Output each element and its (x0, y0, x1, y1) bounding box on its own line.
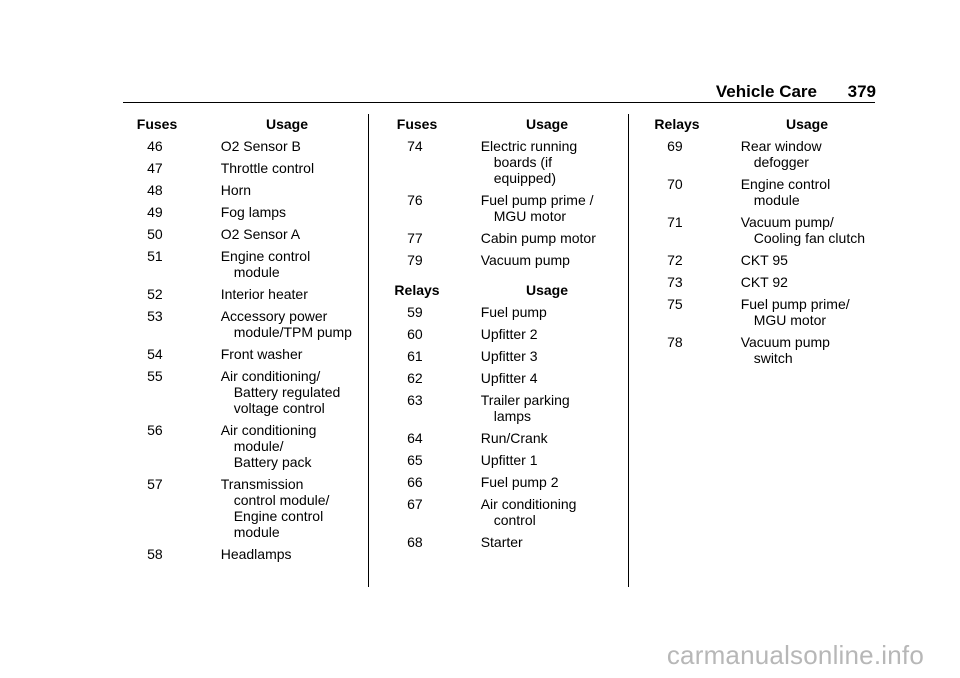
row-usage: Cabin pump motor (480, 230, 596, 246)
row-number: 73 (667, 274, 683, 290)
row-usage: Upfitter 2 (480, 326, 538, 342)
row-usage: Fuel pump prime / MGU motor (480, 192, 594, 224)
row-usage: Upfitter 3 (480, 348, 538, 364)
column-heading-number: Fuses (396, 116, 438, 132)
table-row (123, 182, 363, 198)
table-row (383, 392, 623, 424)
row-number: 69 (667, 138, 683, 154)
row-number: 52 (147, 286, 163, 302)
row-number: 67 (407, 496, 423, 512)
row-usage: CKT 92 (740, 274, 788, 290)
row-usage: Accessory power module/TPM pump (220, 308, 352, 340)
row-number: 62 (407, 370, 423, 386)
row-number: 66 (407, 474, 423, 490)
row-number: 59 (407, 304, 423, 320)
table-row (383, 534, 623, 550)
row-number: 49 (147, 204, 163, 220)
row-usage: CKT 95 (740, 252, 788, 268)
page-header (0, 80, 960, 102)
table-header (383, 282, 623, 298)
column-heading-usage: Usage (525, 116, 569, 132)
column-heading-usage: Usage (525, 282, 569, 298)
table-column-1 (123, 116, 363, 568)
row-number: 75 (667, 296, 683, 312)
table-row (383, 474, 623, 490)
row-number: 77 (407, 230, 423, 246)
row-usage: Fuel pump 2 (480, 474, 559, 490)
row-usage: Fuel pump prime/ MGU motor (740, 296, 850, 328)
row-number: 78 (667, 334, 683, 350)
row-usage: Air conditioning control (480, 496, 577, 528)
row-usage: Interior heater (220, 286, 308, 302)
row-number: 65 (407, 452, 423, 468)
row-number: 46 (147, 138, 163, 154)
row-usage: Fog lamps (220, 204, 287, 220)
row-number: 71 (667, 214, 683, 230)
table-row (383, 192, 623, 224)
table-header (383, 116, 623, 132)
table-row (123, 286, 363, 302)
table-row (123, 368, 363, 416)
row-usage: Vacuum pump switch (740, 334, 830, 366)
row-number: 76 (407, 192, 423, 208)
table-row (643, 138, 883, 170)
row-number: 70 (667, 176, 683, 192)
table-row (123, 204, 363, 220)
table-row (123, 248, 363, 280)
table-row (383, 348, 623, 364)
row-usage: Headlamps (220, 546, 292, 562)
row-number: 79 (407, 252, 423, 268)
table-row (123, 346, 363, 362)
table-row (643, 296, 883, 328)
table-row (643, 274, 883, 290)
row-usage: Upfitter 4 (480, 370, 538, 386)
row-number: 60 (407, 326, 423, 342)
table-row (643, 252, 883, 268)
column-divider (368, 114, 369, 587)
table-header (123, 116, 363, 132)
table-row (383, 496, 623, 528)
row-usage: O2 Sensor A (220, 226, 301, 242)
table-row (123, 226, 363, 242)
row-usage: Air conditioning module/ Battery pack (220, 422, 317, 470)
row-usage: Run/Crank (480, 430, 548, 446)
table-header (643, 116, 883, 132)
table-row (383, 252, 623, 268)
table-row (123, 476, 363, 540)
column-heading-number: Relays (654, 116, 700, 132)
watermark: carmanualsonline.info (666, 640, 924, 670)
row-number: 53 (147, 308, 163, 324)
row-usage: Transmission control module/ Engine control module (220, 476, 330, 540)
table-row (383, 452, 623, 468)
row-usage: Electric running boards (if equipped) (480, 138, 578, 186)
row-usage: Horn (220, 182, 252, 198)
table-row (383, 304, 623, 320)
table-row (643, 176, 883, 208)
row-usage: Vacuum pump/ Cooling fan clutch (740, 214, 865, 246)
column-heading-usage: Usage (785, 116, 829, 132)
column-heading-number: Relays (394, 282, 440, 298)
table-row (383, 138, 623, 186)
row-number: 72 (667, 252, 683, 268)
row-usage: Fuel pump (480, 304, 547, 320)
row-usage: Engine control module (220, 248, 311, 280)
row-usage: Trailer parking lamps (480, 392, 570, 424)
row-number: 63 (407, 392, 423, 408)
row-usage: O2 Sensor B (220, 138, 301, 154)
table-row (643, 214, 883, 246)
row-number: 61 (407, 348, 423, 364)
table-row (383, 326, 623, 342)
table-row (123, 138, 363, 154)
row-number: 58 (147, 546, 163, 562)
table-row (383, 430, 623, 446)
table-row (383, 230, 623, 246)
table-row (123, 160, 363, 176)
row-usage: Upfitter 1 (480, 452, 538, 468)
table-row (123, 422, 363, 470)
row-usage: Engine control module (740, 176, 831, 208)
table-row (383, 370, 623, 386)
table-row (123, 546, 363, 562)
column-heading-usage: Usage (265, 116, 309, 132)
table-column-3 (643, 116, 883, 372)
row-number: 74 (407, 138, 423, 154)
row-number: 55 (147, 368, 163, 384)
header-divider (123, 102, 875, 103)
table-row (123, 308, 363, 340)
row-number: 54 (147, 346, 163, 362)
row-number: 57 (147, 476, 163, 492)
row-usage: Rear window defogger (740, 138, 822, 170)
table-row (643, 334, 883, 366)
page-number: 379 (847, 82, 876, 101)
section-title: Vehicle Care (715, 82, 817, 101)
row-number: 47 (147, 160, 163, 176)
row-number: 50 (147, 226, 163, 242)
row-usage: Starter (480, 534, 523, 550)
column-heading-number: Fuses (136, 116, 178, 132)
row-number: 68 (407, 534, 423, 550)
table-column-2 (383, 116, 623, 556)
row-usage: Air conditioning/ Battery regulated voltage control (220, 368, 341, 416)
row-number: 48 (147, 182, 163, 198)
row-usage: Vacuum pump (480, 252, 570, 268)
row-usage: Front washer (220, 346, 303, 362)
row-usage: Throttle control (220, 160, 315, 176)
row-number: 64 (407, 430, 423, 446)
row-number: 56 (147, 422, 163, 438)
column-divider (628, 114, 629, 587)
row-number: 51 (147, 248, 163, 264)
